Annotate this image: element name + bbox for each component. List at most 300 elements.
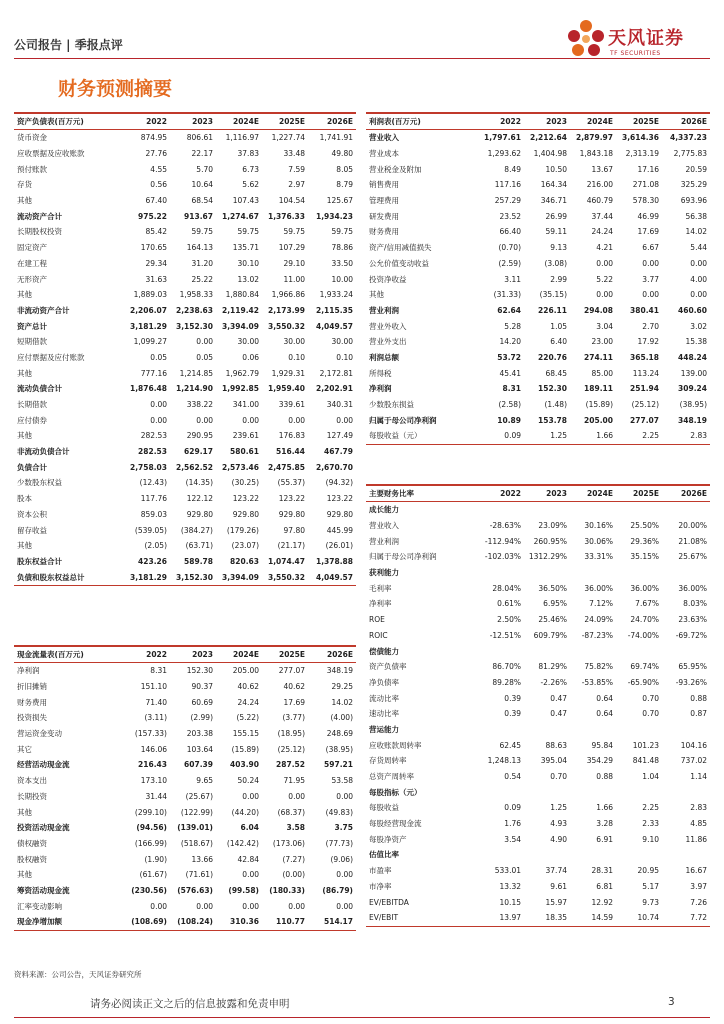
value-cell: 609.79% xyxy=(533,630,567,640)
report-type-header: 公司报告 | 季报点评 xyxy=(14,38,123,52)
value-cell: 31.20 xyxy=(191,258,213,268)
value-cell: 282.53 xyxy=(138,447,167,457)
value-cell: -87.23% xyxy=(581,630,613,640)
row-label-cell: 财务费用 xyxy=(369,227,399,237)
value-cell: 2.99 xyxy=(550,274,567,284)
value-cell: 0.56 xyxy=(150,180,167,190)
value-cell: (2.59) xyxy=(498,258,521,268)
row-label-cell: 营运能力 xyxy=(369,724,399,734)
value-cell xyxy=(524,784,570,800)
value-cell: 23.09% xyxy=(538,521,567,531)
value-cell: 0.70 xyxy=(550,772,567,782)
value-cell: 460.79 xyxy=(586,196,613,206)
value-cell: 16.67 xyxy=(685,866,707,876)
table-title-cell: 现金流量表(百万元) xyxy=(14,646,124,663)
value-cell: 3.77 xyxy=(642,274,659,284)
value-cell: 0.00 xyxy=(336,901,353,911)
value-cell: 7.67% xyxy=(635,599,659,609)
value-cell: 2,879.97 xyxy=(575,133,613,143)
table-row xyxy=(366,365,710,381)
value-cell: 578.30 xyxy=(632,196,659,206)
table-row xyxy=(14,710,356,726)
row-label-cell: 筹资活动现金流 xyxy=(17,885,70,895)
table-row xyxy=(14,334,356,350)
value-cell: 117.16 xyxy=(494,180,521,190)
value-cell: 26.99 xyxy=(545,211,567,221)
value-cell: 257.29 xyxy=(494,196,521,206)
row-label-cell: 其它 xyxy=(17,744,32,754)
value-cell: 113.24 xyxy=(632,368,659,378)
value-cell: 1.66 xyxy=(596,803,613,813)
value-cell: 9.73 xyxy=(642,897,659,907)
table-row xyxy=(14,538,356,554)
value-cell: (122.99) xyxy=(180,807,213,817)
value-cell: 31.63 xyxy=(145,274,167,284)
row-label-cell: 长期投资 xyxy=(17,791,47,801)
value-cell: 42.84 xyxy=(237,854,259,864)
value-cell: 0.47 xyxy=(550,709,567,719)
row-label-cell: EV/EBITDA xyxy=(369,897,409,907)
value-cell: (3.08) xyxy=(544,258,567,268)
value-cell: 310.36 xyxy=(216,914,262,930)
value-cell: (139.01) xyxy=(177,823,213,833)
value-cell: 380.41 xyxy=(630,305,659,315)
value-cell: 69.74% xyxy=(630,662,659,672)
row-label-cell: 营运资金变动 xyxy=(17,729,62,739)
value-cell: 103.64 xyxy=(186,744,213,754)
row-label-cell: 营业外收入 xyxy=(369,321,407,331)
value-cell: 24.24 xyxy=(237,697,259,707)
value-cell: 25.46% xyxy=(538,615,567,625)
value-cell: 18.35 xyxy=(524,910,570,926)
value-cell: 346.71 xyxy=(540,196,567,206)
row-label-cell: 应收票据及应收账款 xyxy=(17,149,85,159)
value-cell: 589.78 xyxy=(184,556,213,566)
year-header-cell: 2023 xyxy=(524,485,570,502)
value-cell: 75.82% xyxy=(584,662,613,672)
value-cell: 1,934.23 xyxy=(315,211,353,221)
row-label-cell: 流动资产合计 xyxy=(17,211,62,221)
value-cell xyxy=(616,502,662,518)
value-cell: (77.73) xyxy=(325,838,353,848)
value-cell: 14.20 xyxy=(499,337,521,347)
value-cell: 36.00% xyxy=(630,583,659,593)
value-cell: 14.59 xyxy=(570,910,616,926)
year-header-cell: 2023 xyxy=(170,113,216,130)
value-cell: 6.67 xyxy=(642,243,659,253)
value-cell: 17.69 xyxy=(637,227,659,237)
row-label-cell: 成长能力 xyxy=(369,505,399,515)
value-cell: 11.86 xyxy=(685,834,707,844)
row-label-cell: 营业利润 xyxy=(369,536,399,546)
row-label-cell: 净利润 xyxy=(17,666,40,676)
value-cell: 3.97 xyxy=(690,881,707,891)
value-cell: (15.89) xyxy=(585,400,613,410)
header-divider xyxy=(14,58,710,59)
value-cell: 0.00 xyxy=(596,290,613,300)
value-cell: 7.72 xyxy=(662,910,710,926)
value-cell: 2.25 xyxy=(642,803,659,813)
table-row xyxy=(14,428,356,444)
value-cell: -69.72% xyxy=(675,630,707,640)
value-cell xyxy=(478,847,524,863)
year-header-cell: 2024E xyxy=(216,113,262,130)
table-row xyxy=(366,350,710,366)
value-cell: 24.70% xyxy=(630,615,659,625)
row-label-cell: 资产/信用减值损失 xyxy=(369,243,432,253)
table-row xyxy=(14,350,356,366)
row-label-cell: 应付票据及应付账款 xyxy=(17,352,85,362)
table-row xyxy=(14,898,356,914)
table-row xyxy=(366,240,710,256)
value-cell: (9.06) xyxy=(330,854,353,864)
value-cell: 6.95% xyxy=(543,599,567,609)
value-cell: (0.70) xyxy=(498,243,521,253)
value-cell: (576.63) xyxy=(177,885,213,895)
value-cell: -112.94% xyxy=(484,536,521,546)
value-cell: 68.54 xyxy=(191,196,213,206)
value-cell: -93.26% xyxy=(675,677,707,687)
value-cell: 0.00 xyxy=(196,901,213,911)
value-cell xyxy=(616,847,662,863)
value-cell: 2,172.81 xyxy=(319,368,353,378)
row-label-cell: 其他 xyxy=(17,431,32,441)
value-cell: 7.12% xyxy=(589,599,613,609)
row-label-cell: 流动负债合计 xyxy=(17,384,62,394)
row-label-cell: 长期借款 xyxy=(17,400,47,410)
table-row xyxy=(14,381,356,397)
value-cell: 1,293.62 xyxy=(487,149,521,159)
value-cell xyxy=(524,847,570,863)
row-label-cell: 其他 xyxy=(369,290,384,300)
value-cell: 2,173.99 xyxy=(267,305,305,315)
value-cell: 9.65 xyxy=(196,776,213,786)
value-cell: 56.38 xyxy=(685,211,707,221)
value-cell: 31.44 xyxy=(145,791,167,801)
value-cell: 0.00 xyxy=(288,791,305,801)
table-row xyxy=(14,883,356,899)
value-cell: 23.63% xyxy=(678,615,707,625)
value-cell: 3,550.32 xyxy=(262,569,308,585)
value-cell: 10.89 xyxy=(497,415,521,425)
value-cell: 1.66 xyxy=(570,428,616,444)
year-header-cell: 2026E xyxy=(308,646,356,663)
value-cell: (14.35) xyxy=(185,478,213,488)
table-row xyxy=(366,130,710,146)
table-title-cell: 资产负债表(百万元) xyxy=(14,113,124,130)
table-row xyxy=(14,412,356,428)
income-statement-table xyxy=(366,112,710,445)
value-cell: 2.33 xyxy=(642,819,659,829)
value-cell: 62.64 xyxy=(497,305,521,315)
value-cell: 874.95 xyxy=(140,133,167,143)
row-label-cell: 股本 xyxy=(17,494,32,504)
value-cell: 14.02 xyxy=(685,227,707,237)
table-row xyxy=(14,726,356,742)
table-row xyxy=(366,502,710,518)
value-cell: 4.85 xyxy=(690,819,707,829)
table-row xyxy=(366,303,710,319)
value-cell: 929.80 xyxy=(326,509,353,519)
row-label-cell: 少数股东损益 xyxy=(369,400,414,410)
value-cell: (31.33) xyxy=(493,290,521,300)
year-header-cell: 2026E xyxy=(308,113,356,130)
value-cell: (86.79) xyxy=(322,885,353,895)
row-label-cell: 存货周转率 xyxy=(369,756,407,766)
value-cell: 3,394.09 xyxy=(216,569,262,585)
value-cell: (25.12) xyxy=(631,400,659,410)
value-cell: 21.08% xyxy=(678,536,707,546)
value-cell: 0.47 xyxy=(550,693,567,703)
table-row xyxy=(14,507,356,523)
table-row xyxy=(366,224,710,240)
table-row xyxy=(14,161,356,177)
value-cell: 1,376.33 xyxy=(267,211,305,221)
value-cell: 2,775.83 xyxy=(673,149,707,159)
row-label-cell: 偿债能力 xyxy=(369,646,399,656)
value-cell: 25.67% xyxy=(678,552,707,562)
value-cell: (68.37) xyxy=(277,807,305,817)
table-row xyxy=(366,643,710,659)
value-cell: 101.23 xyxy=(632,740,659,750)
table-row xyxy=(14,475,356,491)
value-cell: (25.12) xyxy=(277,744,305,754)
table-row xyxy=(14,757,356,773)
footer-disclaimer: 请务必阅读正文之后的信息披露和免责申明 xyxy=(90,998,290,1010)
value-cell: 59.75 xyxy=(283,227,305,237)
value-cell: 859.03 xyxy=(140,509,167,519)
value-cell xyxy=(662,502,710,518)
value-cell: 287.52 xyxy=(276,760,305,770)
value-cell: (230.56) xyxy=(131,885,167,895)
row-label-cell: 所得税 xyxy=(369,368,392,378)
value-cell: 33.48 xyxy=(283,149,305,159)
value-cell: 1,876.48 xyxy=(129,384,167,394)
table-header-row xyxy=(366,485,710,502)
year-header-cell: 2022 xyxy=(124,113,170,130)
value-cell: 5.62 xyxy=(242,180,259,190)
row-label-cell: 每股收益 xyxy=(369,803,399,813)
value-cell: 85.00 xyxy=(591,368,613,378)
row-label-cell: 其他 xyxy=(17,807,32,817)
value-cell: 29.10 xyxy=(283,258,305,268)
row-label-cell: 速动比率 xyxy=(369,709,399,719)
table-row xyxy=(366,690,710,706)
value-cell: 45.41 xyxy=(499,368,521,378)
value-cell: 325.29 xyxy=(680,180,707,190)
value-cell: 60.69 xyxy=(191,697,213,707)
value-cell: 155.15 xyxy=(232,729,259,739)
value-cell: 71.95 xyxy=(283,776,305,786)
value-cell: 820.63 xyxy=(230,556,259,566)
value-cell: 59.75 xyxy=(331,227,353,237)
table-row xyxy=(366,412,710,428)
value-cell xyxy=(524,565,570,581)
table-row xyxy=(366,318,710,334)
value-cell: 170.65 xyxy=(140,243,167,253)
row-label-cell: 市盈率 xyxy=(369,866,392,876)
value-cell: 777.16 xyxy=(140,368,167,378)
value-cell: 3,614.36 xyxy=(621,133,659,143)
value-cell: 339.61 xyxy=(278,400,305,410)
value-cell: 30.00 xyxy=(331,337,353,347)
value-cell: 226.11 xyxy=(538,305,567,315)
table-row xyxy=(14,663,356,679)
value-cell xyxy=(616,722,662,738)
value-cell: 123.22 xyxy=(232,494,259,504)
value-cell: 1,929.31 xyxy=(271,368,305,378)
value-cell: 153.78 xyxy=(538,415,567,425)
value-cell: 0.00 xyxy=(596,258,613,268)
table-row xyxy=(366,518,710,534)
year-header-cell: 2026E xyxy=(662,113,710,130)
logo-en-text: TF SECURITIES xyxy=(610,50,661,57)
value-cell: 0.00 xyxy=(242,791,259,801)
value-cell: 0.39 xyxy=(504,709,521,719)
value-cell: 5.22 xyxy=(596,274,613,284)
value-cell: 11.00 xyxy=(283,274,305,284)
value-cell: 14.02 xyxy=(331,697,353,707)
value-cell: 290.95 xyxy=(186,431,213,441)
table-row xyxy=(14,554,356,570)
year-header-cell: 2023 xyxy=(170,646,216,663)
table-row xyxy=(14,459,356,475)
year-header-cell: 2022 xyxy=(478,485,524,502)
value-cell: 1,404.98 xyxy=(533,149,567,159)
value-cell: (1.90) xyxy=(144,854,167,864)
value-cell: 1.14 xyxy=(690,772,707,782)
value-cell: 3,181.29 xyxy=(124,569,170,585)
value-cell xyxy=(478,784,524,800)
table-row xyxy=(366,549,710,565)
value-cell: 1,099.27 xyxy=(133,337,167,347)
row-label-cell: 市净率 xyxy=(369,881,392,891)
row-label-cell: 投资活动现金流 xyxy=(17,823,70,833)
table-row xyxy=(366,706,710,722)
row-label-cell: 获利能力 xyxy=(369,568,399,578)
row-label-cell: 每股净资产 xyxy=(369,834,407,844)
table-row xyxy=(366,737,710,753)
row-label-cell: 财务费用 xyxy=(17,697,47,707)
value-cell: 90.37 xyxy=(191,682,213,692)
table-header-row xyxy=(14,113,356,130)
row-label-cell: 留存收益 xyxy=(17,525,47,535)
row-label-cell: 其他 xyxy=(17,870,32,880)
table-row xyxy=(14,773,356,789)
value-cell: 1,958.33 xyxy=(179,290,213,300)
value-cell: (518.67) xyxy=(180,838,213,848)
value-cell: 110.77 xyxy=(262,914,308,930)
table-row xyxy=(14,679,356,695)
row-label-cell: 利润总额 xyxy=(369,352,399,362)
table-row xyxy=(366,722,710,738)
value-cell: 81.29% xyxy=(538,662,567,672)
value-cell: (1.48) xyxy=(544,400,567,410)
value-cell: 274.11 xyxy=(584,352,613,362)
value-cell: 0.00 xyxy=(150,400,167,410)
value-cell: 0.09 xyxy=(478,428,524,444)
value-cell: (3.11) xyxy=(144,713,167,723)
value-cell: 806.61 xyxy=(186,133,213,143)
table-row xyxy=(14,146,356,162)
value-cell: 5.44 xyxy=(690,243,707,253)
row-label-cell: 资产负债率 xyxy=(369,662,407,672)
value-cell: 0.00 xyxy=(642,290,659,300)
value-cell: 8.49 xyxy=(504,164,521,174)
value-cell: 13.02 xyxy=(237,274,259,284)
value-cell: 2.50% xyxy=(497,615,521,625)
value-cell: 2,573.46 xyxy=(221,462,259,472)
value-cell: 29.34 xyxy=(145,258,167,268)
row-label-cell: 债权融资 xyxy=(17,838,47,848)
value-cell: -102.03% xyxy=(484,552,521,562)
value-cell: 597.21 xyxy=(324,760,353,770)
row-label-cell: 少数股东权益 xyxy=(17,478,62,488)
row-label-cell: 负债合计 xyxy=(17,462,47,472)
value-cell: 0.54 xyxy=(504,772,521,782)
value-cell: 67.40 xyxy=(145,196,167,206)
value-cell: 1,214.90 xyxy=(175,384,213,394)
value-cell: 1,074.47 xyxy=(267,556,305,566)
value-cell: 0.00 xyxy=(150,901,167,911)
row-label-cell: 投资损失 xyxy=(17,713,47,723)
table-row xyxy=(366,628,710,644)
value-cell: 173.10 xyxy=(140,776,167,786)
value-cell: 1,962.79 xyxy=(225,368,259,378)
value-cell: (44.20) xyxy=(231,807,259,817)
value-cell: 59.75 xyxy=(237,227,259,237)
value-cell: 36.00% xyxy=(678,583,707,593)
value-cell: 20.00% xyxy=(678,521,707,531)
value-cell: 25.22 xyxy=(191,274,213,284)
value-cell: 1,959.40 xyxy=(267,384,305,394)
row-label-cell: 股权融资 xyxy=(17,854,47,864)
value-cell: 10.15 xyxy=(499,897,521,907)
row-label-cell: 净利率 xyxy=(369,599,392,609)
row-label-cell: 管理费用 xyxy=(369,196,399,206)
value-cell: 104.16 xyxy=(680,740,707,750)
row-label-cell: 汇率变动影响 xyxy=(17,901,62,911)
row-label-cell: 其他 xyxy=(17,368,32,378)
value-cell: 913.67 xyxy=(184,211,213,221)
value-cell: 0.00 xyxy=(150,415,167,425)
table-row xyxy=(366,146,710,162)
value-cell: 85.42 xyxy=(145,227,167,237)
value-cell: 95.84 xyxy=(591,740,613,750)
row-label-cell: ROIC xyxy=(369,630,388,640)
value-cell: 4,049.57 xyxy=(315,321,353,331)
value-cell: (108.69) xyxy=(124,914,170,930)
value-cell: 123.22 xyxy=(278,494,305,504)
value-cell: 260.95% xyxy=(533,536,567,546)
table-row xyxy=(366,769,710,785)
value-cell: 189.11 xyxy=(584,384,613,394)
table-row xyxy=(366,177,710,193)
value-cell: (99.58) xyxy=(228,885,259,895)
value-cell: (55.37) xyxy=(277,478,305,488)
value-cell: 0.10 xyxy=(288,352,305,362)
value-cell: 2.70 xyxy=(642,321,659,331)
table-row xyxy=(14,365,356,381)
value-cell: -74.00% xyxy=(627,630,659,640)
value-cell: 107.29 xyxy=(278,243,305,253)
value-cell: 17.69 xyxy=(283,697,305,707)
value-cell xyxy=(616,784,662,800)
value-cell: (94.56) xyxy=(136,823,167,833)
year-header-cell: 2025E xyxy=(616,113,662,130)
table-row xyxy=(14,820,356,836)
value-cell: 220.76 xyxy=(538,352,567,362)
